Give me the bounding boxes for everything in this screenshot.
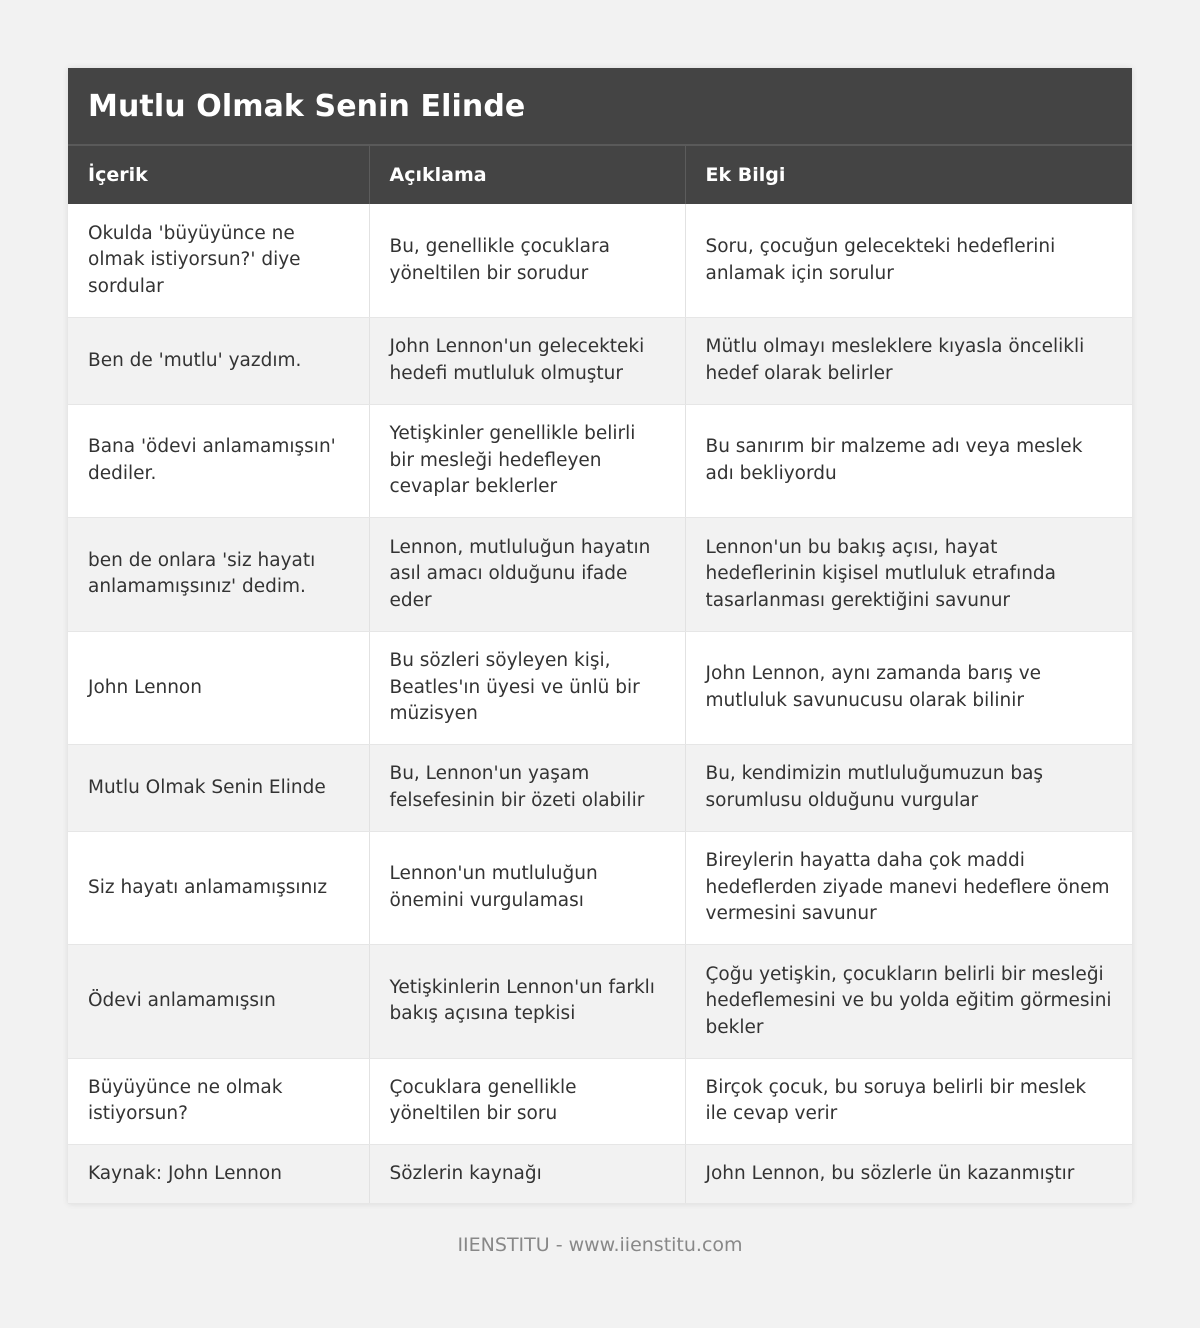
table-cell: Bu, genellikle çocuklara yöneltilen bir sorudur (369, 204, 685, 318)
table-cell: Bana 'ödevi anlamamışsın' dediler. (68, 404, 369, 518)
page-title: Mutlu Olmak Senin Elinde (88, 88, 526, 124)
table-row (68, 1145, 1132, 1204)
table-cell: Ben de 'mutlu' yazdım. (68, 318, 369, 405)
table-cell: Lennon, mutluluğun hayatın asıl amacı olduğunu ifade eder (369, 518, 685, 632)
content-card (68, 68, 1132, 1204)
table-row (68, 318, 1132, 405)
table-cell: Bu sanırım bir malzeme adı veya meslek adı bekliyordu (685, 404, 1132, 518)
table-row (68, 518, 1132, 632)
table-cell: Bu, Lennon'un yaşam felsefesinin bir özeti olabilir (369, 745, 685, 832)
title-bar (68, 68, 1132, 144)
table-cell: Mutlu Olmak Senin Elinde (68, 745, 369, 832)
table-cell: John Lennon, aynı zamanda barış ve mutluluk savunucusu olarak bilinir (685, 631, 1132, 745)
table-cell: Sözlerin kaynağı (369, 1145, 685, 1204)
table-cell: ben de onlara 'siz hayatı anlamamışsınız' dedim. (68, 518, 369, 632)
table-cell: John Lennon, bu sözlerle ün kazanmıştır (685, 1145, 1132, 1204)
table-header-row (68, 145, 1132, 204)
table-cell: John Lennon'un gelecekteki hedefi mutluluk olmuştur (369, 318, 685, 405)
table-row (68, 1058, 1132, 1145)
table-cell: Okulda 'büyüyünce ne olmak istiyorsun?' diye sordular (68, 204, 369, 318)
table-cell: Kaynak: John Lennon (68, 1145, 369, 1204)
table-cell: Bu, kendimizin mutluluğumuzun baş sorumlusu olduğunu vurgular (685, 745, 1132, 832)
table-row (68, 745, 1132, 832)
footer-credit: IIENSTITU - www.iienstitu.com (457, 1234, 743, 1256)
table-row (68, 945, 1132, 1059)
table-cell: Ödevi anlamamışsın (68, 945, 369, 1059)
table-row (68, 204, 1132, 318)
table-cell: Bireylerin hayatta daha çok maddi hedeflerden ziyade manevi hedeflere önem vermesini savunur (685, 831, 1132, 945)
table-row (68, 831, 1132, 945)
column-header-ek-bilgi: Ek Bilgi (685, 145, 1132, 204)
data-table (68, 144, 1132, 1204)
table-cell: Siz hayatı anlamamışsınız (68, 831, 369, 945)
table-cell: John Lennon (68, 631, 369, 745)
table-row (68, 631, 1132, 745)
table-cell: Bu sözleri söyleyen kişi, Beatles'ın üyesi ve ünlü bir müzisyen (369, 631, 685, 745)
table-cell: Çoğu yetişkin, çocukların belirli bir mesleği hedeflemesini ve bu yolda eğitim görmesini bekler (685, 945, 1132, 1059)
table-cell: Lennon'un mutluluğun önemini vurgulaması (369, 831, 685, 945)
table-cell: Çocuklara genellikle yöneltilen bir soru (369, 1058, 685, 1145)
table-cell: Yetişkinler genellikle belirli bir mesleği hedefleyen cevaplar beklerler (369, 404, 685, 518)
table-cell: Soru, çocuğun gelecekteki hedeflerini anlamak için sorulur (685, 204, 1132, 318)
table-cell: Mütlu olmayı mesleklere kıyasla öncelikli hedef olarak belirler (685, 318, 1132, 405)
column-header-icerik: İçerik (68, 145, 369, 204)
table-cell: Yetişkinlerin Lennon'un farklı bakış açısına tepkisi (369, 945, 685, 1059)
table-cell: Büyüyünce ne olmak istiyorsun? (68, 1058, 369, 1145)
table-row (68, 404, 1132, 518)
table-cell: Lennon'un bu bakış açısı, hayat hedeflerinin kişisel mutluluk etrafında tasarlanması gerektiğini savunur (685, 518, 1132, 632)
column-header-aciklama: Açıklama (369, 145, 685, 204)
table-cell: Birçok çocuk, bu soruya belirli bir meslek ile cevap verir (685, 1058, 1132, 1145)
